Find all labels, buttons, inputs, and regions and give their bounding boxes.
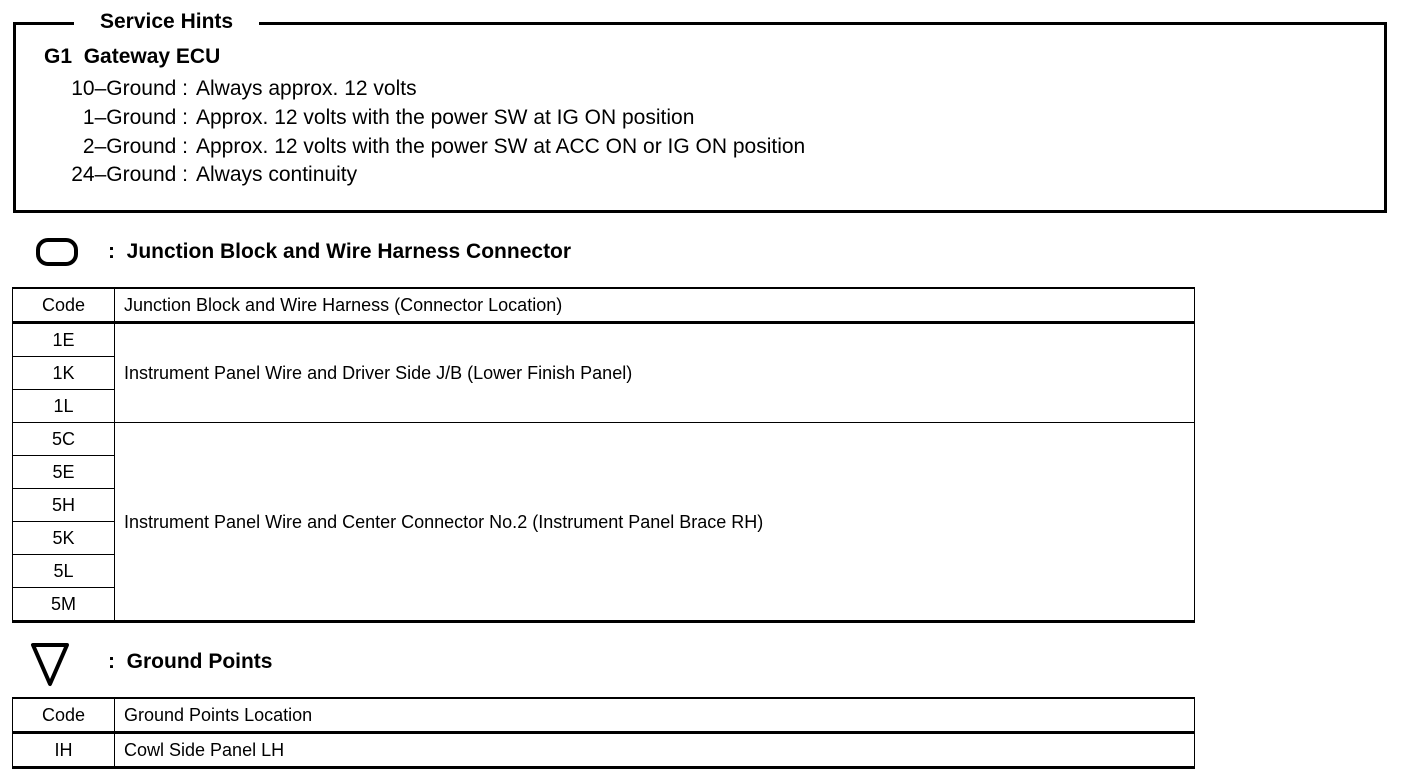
header-code: Code [13, 288, 115, 323]
hint-pin: 10–Ground : [71, 77, 188, 100]
location-cell: Instrument Panel Wire and Driver Side J/B (Lower Finish Panel) [115, 323, 1195, 423]
junction-section-title: : Junction Block and Wire Harness Connector [108, 240, 572, 263]
header-desc: Ground Points Location [115, 698, 1195, 733]
code-cell: 1L [13, 390, 115, 423]
table-row [13, 733, 1195, 768]
table-header-row [13, 698, 1195, 733]
ecu-title [44, 43, 220, 71]
code-cell: 5E [13, 456, 115, 489]
code-cell: IH [13, 733, 115, 768]
code-cell: 1E [13, 323, 115, 357]
service-hints-title: Service Hints [74, 8, 259, 36]
ecu-name: Gateway ECU [83, 45, 221, 68]
code-cell: 5M [13, 588, 115, 622]
header-code: Code [13, 698, 115, 733]
table-header-row [13, 288, 1195, 323]
hint-desc: Always approx. 12 volts [196, 77, 417, 100]
table-row [13, 323, 1195, 357]
table-row [13, 423, 1195, 456]
hint-desc: Approx. 12 volts with the power SW at ACC ON or IG ON position [196, 135, 806, 158]
junction-table [12, 287, 1195, 623]
code-cell: 1K [13, 357, 115, 390]
code-cell: 5K [13, 522, 115, 555]
location-cell: Instrument Panel Wire and Center Connector No.2 (Instrument Panel Brace RH) [115, 423, 1195, 622]
down-triangle-icon [30, 642, 70, 688]
ground-section-title: : Ground Points [108, 650, 273, 673]
location-cell: Cowl Side Panel LH [115, 733, 1195, 768]
code-cell: 5L [13, 555, 115, 588]
rounded-rectangle-icon [36, 238, 78, 266]
hint-pin: 2–Ground : [82, 135, 188, 158]
header-desc: Junction Block and Wire Harness (Connector Location) [115, 288, 1195, 323]
hint-desc: Always continuity [196, 163, 358, 186]
hint-pin: 1–Ground : [82, 106, 188, 129]
hint-pin: 24–Ground : [71, 163, 188, 186]
hint-desc: Approx. 12 volts with the power SW at IG ON position [196, 106, 695, 129]
ground-table [12, 697, 1195, 769]
code-cell: 5H [13, 489, 115, 522]
code-cell: 5C [13, 423, 115, 456]
ecu-code: G1 [44, 45, 73, 68]
